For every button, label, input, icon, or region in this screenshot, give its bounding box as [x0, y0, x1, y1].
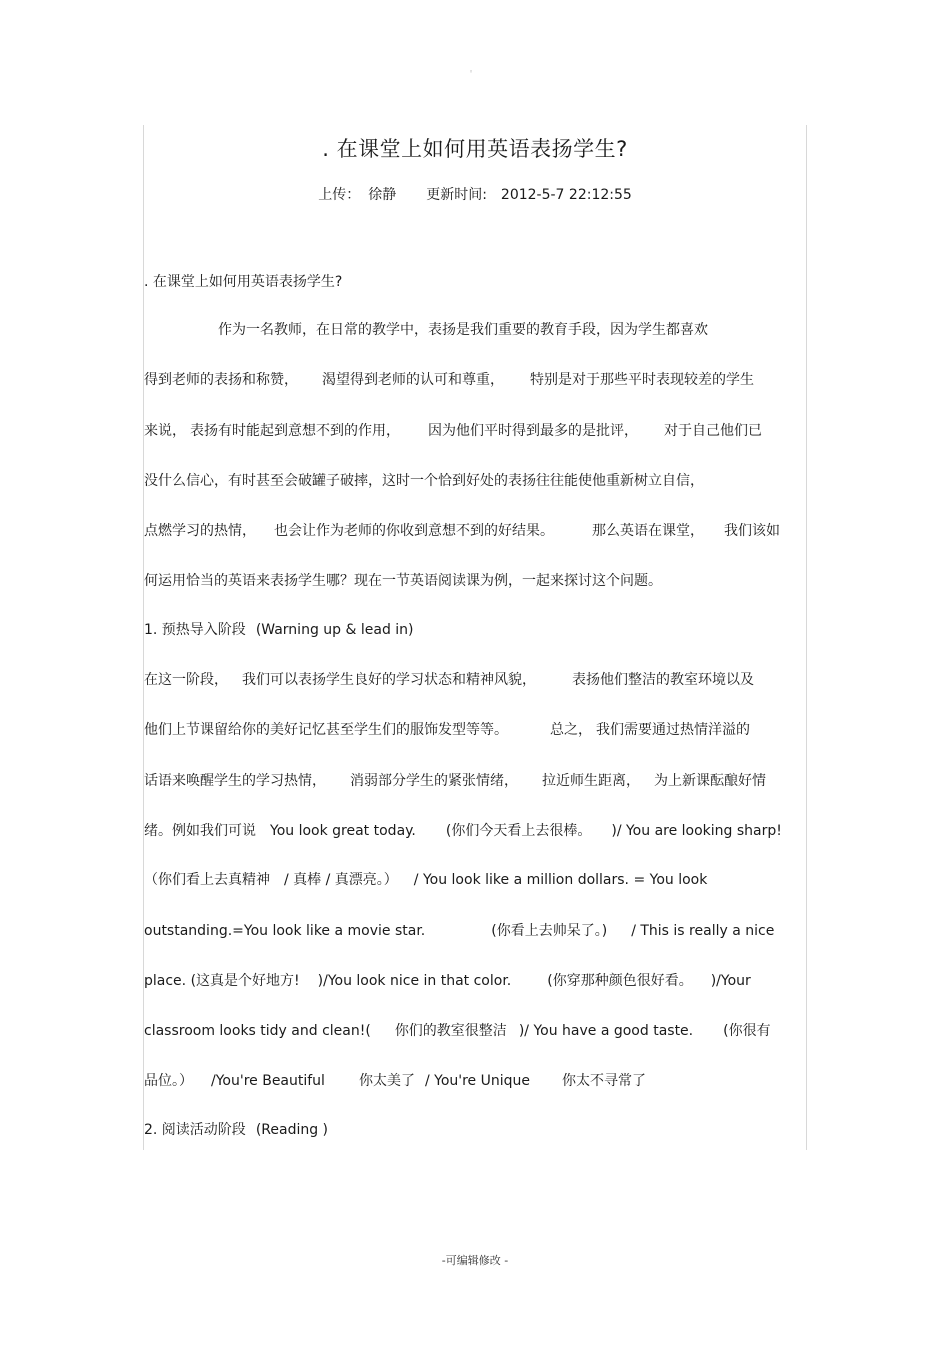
line-text: 也会让作为老师的你收到意想不到的好结果。 [274, 523, 554, 539]
line-text: 为上新课酝酿好情 [654, 773, 766, 789]
line-text: 绪。例如我们可说 [144, 823, 256, 839]
line-text: (你穿那种颜色很好看。 [547, 973, 693, 989]
article-meta [0, 184, 950, 204]
line-text: 因为他们平时得到最多的是批评， [428, 423, 638, 439]
body-line [144, 1020, 771, 1040]
line-text: 1. 预热导入阶段 [144, 622, 246, 638]
line-text: (你看上去帅呆了。) [491, 923, 608, 939]
uploader-name: 徐静 [368, 187, 397, 203]
header-mark: ◦ [469, 68, 474, 76]
line-text: )/ You have a good taste. [518, 1023, 694, 1039]
page-footer: -可编辑修改 - [441, 1254, 509, 1267]
line-text: 拉近师生距离， [542, 773, 640, 789]
line-text: 我们该如 [724, 523, 780, 539]
line-text: 那么英语在课堂， [592, 523, 704, 539]
line-text: 2. 阅读活动阶段 [144, 1122, 246, 1138]
body-line [144, 420, 762, 440]
uploader-label: 上传： [318, 187, 361, 203]
body-line [144, 520, 780, 540]
body-line [144, 369, 754, 389]
line-text: 何运用恰当的英语来表扬学生哪？现在一节英语阅读课为例，一起来探讨这个问题。 [144, 573, 662, 589]
line-text: 点燃学习的热情， [144, 523, 256, 539]
line-text: /You're Beautiful [211, 1073, 325, 1089]
line-text: 消弱部分学生的紧张情绪， [350, 773, 518, 789]
line-text: 我们需要通过热情洋溢的 [596, 722, 750, 738]
line-text: / You look like a million dollars. = You look [413, 872, 708, 888]
line-text: 在这一阶段， [144, 672, 228, 688]
line-text: place. (这真是个好地方! [144, 973, 300, 989]
line-text: )/You look nice in that color. [317, 973, 512, 989]
line-text: 表扬有时能起到意想不到的作用， [190, 423, 400, 439]
frame-border-right [806, 125, 807, 1150]
line-text: outstanding.=You look like a movie star. [144, 923, 426, 939]
line-text: (Warning up & lead in) [255, 622, 414, 638]
line-text: 作为一名教师，在日常的教学中，表扬是我们重要的教育手段，因为学生都喜欢 [218, 322, 708, 338]
line-text: 话语来唤醒学生的学习热情， [144, 773, 326, 789]
line-text: You look great today. [270, 823, 416, 839]
line-text: / This is really a nice [631, 923, 775, 939]
updated-label: 更新时间: [426, 187, 487, 203]
line-text: 没什么信心，有时甚至会破罐子破摔，这时一个恰到好处的表扬往往能使他重新树立自信， [144, 473, 704, 489]
section-heading [144, 1119, 328, 1139]
body-line [144, 920, 774, 940]
line-text: (Reading ) [255, 1122, 329, 1138]
line-text: 总之， [550, 722, 592, 738]
body-line [144, 719, 750, 739]
body-line [144, 820, 782, 840]
line-text: )/ You are looking sharp! [611, 823, 782, 839]
line-text: 特别是对于那些平时表现较差的学生 [530, 372, 754, 388]
line-text: 你太不寻常了 [562, 1073, 646, 1089]
body-line [144, 970, 751, 990]
line-text: 你们的教室很整洁 [394, 1023, 507, 1039]
line-text: (你们今天看上去很棒。 [445, 823, 592, 839]
line-text: （你们看上去真精神 [144, 872, 270, 888]
line-text: 对于自己他们已 [664, 423, 762, 439]
article-subtitle: . 在课堂上如何用英语表扬学生? [144, 274, 343, 290]
line-text: )/Your [710, 973, 751, 989]
line-text: 得到老师的表扬和称赞， [144, 372, 298, 388]
line-text: 品位。） [144, 1073, 193, 1089]
line-text: 我们可以表扬学生良好的学习状态和精神风貌， [242, 672, 536, 688]
article-title: . 在课堂上如何用英语表扬学生? [322, 137, 628, 161]
section-heading [144, 619, 414, 639]
line-text: 渴望得到老师的认可和尊重， [322, 372, 504, 388]
line-text: / You're Unique [424, 1073, 530, 1089]
line-text: 你太美了 [358, 1073, 415, 1089]
body-line [144, 669, 754, 689]
body-line [218, 319, 708, 339]
line-text: 来说， [144, 423, 186, 439]
updated-time: 2012-5-7 22:12:55 [500, 187, 632, 203]
body-line [144, 570, 662, 590]
line-text: classroom looks tidy and clean!( [144, 1023, 371, 1039]
body-line [144, 470, 704, 490]
body-line [144, 1070, 646, 1090]
line-text: / 真棒 / 真漂亮。） [284, 872, 398, 888]
line-text: 他们上节课留给你的美好记忆甚至学生们的服饰发型等等。 [144, 722, 508, 738]
body-line [144, 869, 707, 889]
line-text: (你很有 [723, 1023, 771, 1039]
line-text: 表扬他们整洁的教室环境以及 [572, 672, 754, 688]
body-line [144, 770, 766, 790]
